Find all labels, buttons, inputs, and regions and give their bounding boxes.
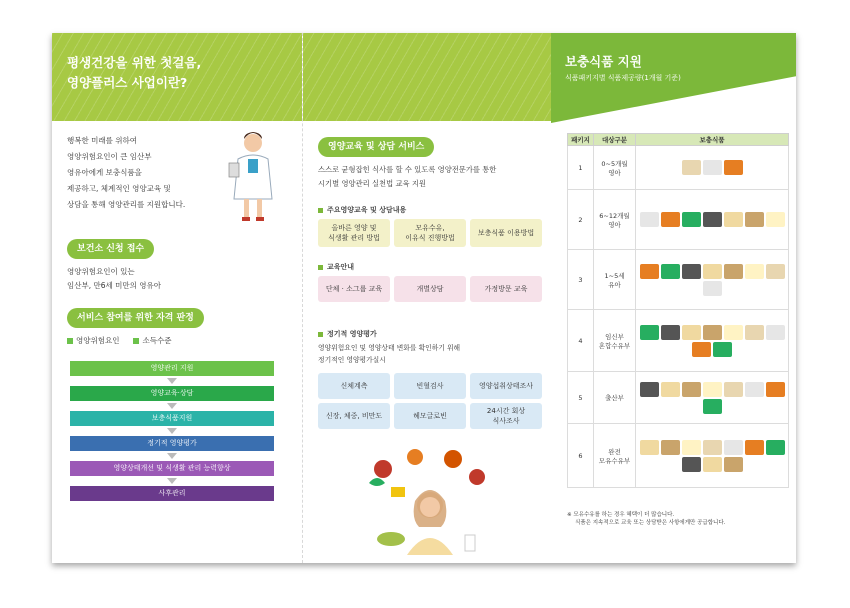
package-number: 5: [568, 372, 594, 424]
eval-label: 신장, 체중, 비만도: [325, 412, 383, 420]
package-number: 1: [568, 146, 594, 190]
target-group: 6~12개월 영아: [594, 190, 636, 250]
food-item-icon: [703, 399, 722, 414]
food-item-icon: [703, 325, 722, 340]
eval-item: [470, 403, 542, 429]
food-item-icon: [745, 264, 764, 279]
main-content-title: [318, 205, 406, 215]
edu-item: 개별상담: [394, 276, 466, 302]
supplement-title: 보충식품 지원: [565, 54, 642, 69]
column-header: 패키지: [568, 134, 594, 146]
education-intro: [318, 163, 496, 191]
down-arrow-icon: [167, 428, 177, 434]
edu-item: 가정방문 교육: [470, 276, 542, 302]
eval-item: [394, 403, 466, 429]
food-item-icon: [724, 212, 743, 227]
food-item-icon: [661, 440, 680, 455]
food-item-icon: [745, 440, 764, 455]
panel-supplement-food: [551, 33, 796, 563]
evaluation-text: [318, 342, 460, 366]
food-item-icon: [766, 212, 785, 227]
eval-line: 정기적인 영양평가실시: [318, 356, 386, 364]
food-items: [636, 310, 789, 372]
food-items: [636, 146, 789, 190]
flow-step: 정기적 영양평가: [70, 436, 274, 451]
apply-pill: 보건소 신청 접수: [67, 239, 154, 259]
target-group: 0~5개월 영아: [594, 146, 636, 190]
food-item-icon: [640, 440, 659, 455]
target-group: 임신부 혼합수유부: [594, 310, 636, 372]
food-item-icon: [682, 160, 701, 175]
content-item: [470, 219, 542, 247]
intro-line: 제공하고, 체계적인 영양교육 및: [67, 184, 171, 193]
column-header: 보충식품: [636, 134, 789, 146]
food-item-icon: [724, 325, 743, 340]
apply-text: [67, 265, 161, 293]
food-items: [636, 250, 789, 310]
down-arrow-icon: [167, 403, 177, 409]
package-table: [567, 133, 789, 488]
food-item-icon: [724, 160, 743, 175]
down-arrow-icon: [167, 378, 177, 384]
food-item-icon: [661, 264, 680, 279]
food-item-icon: [682, 382, 701, 397]
food-items: [636, 190, 789, 250]
footnote-line: ※ 모유수유를 하는 경우 혜택이 더 많습니다.: [567, 512, 675, 518]
intro-line: 시기별 영양관리 실천법 교육 지원: [318, 179, 426, 188]
food-item-icon: [682, 212, 701, 227]
food-item-icon: [745, 325, 764, 340]
content-label: 보충식품 이용방법: [477, 229, 535, 237]
food-item-icon: [640, 382, 659, 397]
eval-label: 헤모글로빈: [413, 412, 447, 420]
nutritionist-illustration: [224, 129, 282, 225]
footnote-line: 식품은 지속적으로 교육 또는 상담받은 사항에게만 공급합니다.: [575, 520, 726, 526]
target-group: 완전 모유수유부: [594, 424, 636, 488]
table-row: [568, 372, 789, 424]
legend-swatch: [67, 338, 73, 344]
flow-step: 사후관리: [70, 486, 274, 501]
food-item-icon: [724, 382, 743, 397]
panel1-title: [67, 53, 201, 93]
table-row: [568, 146, 789, 190]
eval-label: 빈혈검사: [416, 382, 444, 390]
package-number: 4: [568, 310, 594, 372]
food-item-icon: [724, 440, 743, 455]
food-item-icon: [766, 264, 785, 279]
down-arrow-icon: [167, 453, 177, 459]
content-item: [394, 219, 466, 247]
evaluation-grid: [318, 373, 542, 429]
food-item-icon: [661, 382, 680, 397]
table-row: [568, 190, 789, 250]
intro-line: 상담을 통해 영양관리를 지원합니다.: [67, 200, 186, 209]
legend-item: [133, 335, 171, 346]
food-item-icon: [682, 264, 701, 279]
package-number: 2: [568, 190, 594, 250]
education-pill: 영양교육 및 상담 서비스: [318, 137, 434, 157]
flow-step: 보충식품지원: [70, 411, 274, 426]
food-item-icon: [640, 264, 659, 279]
legend-label: 영양위험요인: [76, 336, 120, 345]
section-label: 교육안내: [327, 263, 355, 271]
food-item-icon: [766, 325, 785, 340]
food-item-icon: [766, 382, 785, 397]
edu-guide-title: [318, 262, 354, 272]
panel-program-intro: [52, 33, 302, 563]
table-header-row: [568, 134, 789, 146]
intro-line: 영양위험요인이 큰 임산부: [67, 152, 152, 161]
intro-line: 영유아에게 보충식품을: [67, 168, 142, 177]
process-flow: [70, 361, 274, 501]
flow-step: 영양교육·상담: [70, 386, 274, 401]
food-item-icon: [745, 382, 764, 397]
bullet-icon: [318, 208, 323, 213]
flow-step: 영양관리 지원: [70, 361, 274, 376]
food-item-icon: [745, 212, 764, 227]
food-item-icon: [766, 440, 785, 455]
content-label: 모유수유, 이유식 진행방법: [405, 224, 455, 242]
eligibility-pill: 서비스 참여를 위한 자격 판정: [67, 308, 204, 328]
intro-line: 행복한 미래를 위하여: [67, 136, 137, 145]
food-item-icon: [703, 457, 722, 472]
healthy-food-illustration: [355, 443, 505, 555]
section-label: 주요영양교육 및 상담내용: [327, 206, 407, 214]
eval-item: [318, 373, 390, 399]
eval-label: 신체계측: [340, 382, 368, 390]
content-item: [318, 219, 390, 247]
content-label: 올바른 영양 및 식생활 관리 방법: [328, 224, 380, 242]
table-row: [568, 424, 789, 488]
edu-guide-grid: [318, 276, 542, 302]
title-line-2: 영양플러스 사업이란?: [67, 75, 188, 90]
food-item-icon: [703, 281, 722, 296]
eval-item: [318, 403, 390, 429]
food-item-icon: [682, 325, 701, 340]
food-item-icon: [661, 212, 680, 227]
food-item-icon: [703, 160, 722, 175]
food-item-icon: [640, 325, 659, 340]
eval-line: 영양위험요인 및 영양상태 변화를 확인하기 위해: [318, 344, 461, 352]
food-item-icon: [703, 212, 722, 227]
food-item-icon: [703, 440, 722, 455]
food-item-icon: [724, 264, 743, 279]
bullet-icon: [318, 265, 323, 270]
brochure-sheet: [52, 33, 796, 563]
food-item-icon: [692, 342, 711, 357]
package-table-body: [568, 146, 789, 488]
panel-education: [302, 33, 551, 563]
intro-text: [67, 133, 185, 213]
eval-label: 영양섭취상태조사: [478, 382, 534, 390]
legend-swatch: [133, 338, 139, 344]
main-content-grid: [318, 219, 542, 247]
food-item-icon: [713, 342, 732, 357]
eligibility-legend: [67, 335, 171, 346]
eval-item: [470, 373, 542, 399]
food-items: [636, 372, 789, 424]
footnote: [567, 511, 725, 527]
food-item-icon: [682, 440, 701, 455]
table-row: [568, 250, 789, 310]
down-arrow-icon: [167, 478, 177, 484]
package-number: 3: [568, 250, 594, 310]
flow-step: 영양상태개선 및 식생활 관리 능력향상: [70, 461, 274, 476]
section-label: 정기적 영양평가: [327, 330, 377, 338]
title-line-1: 평생건강을 위한 첫걸음,: [67, 55, 202, 70]
edu-item: 단체 · 소그룹 교육: [318, 276, 390, 302]
food-item-icon: [640, 212, 659, 227]
intro-line: 스스로 균형잡힌 식사를 할 수 있도록 영양전문가를 통한: [318, 165, 497, 174]
legend-label: 소득수준: [142, 336, 172, 345]
food-item-icon: [703, 264, 722, 279]
food-item-icon: [661, 325, 680, 340]
eval-label: 24시간 회상 식사조사: [486, 407, 526, 425]
package-number: 6: [568, 424, 594, 488]
legend-item: [67, 335, 119, 346]
apply-line: 영양위험요인이 있는: [67, 267, 135, 276]
table-row: [568, 310, 789, 372]
food-item-icon: [682, 457, 701, 472]
food-items: [636, 424, 789, 488]
apply-line: 임산부, 만6세 미만의 영유아: [67, 281, 162, 290]
target-group: 출산부: [594, 372, 636, 424]
header-band: [303, 33, 551, 121]
evaluation-title: [318, 329, 377, 339]
eval-item: [394, 373, 466, 399]
column-header: 대상구분: [594, 134, 636, 146]
food-item-icon: [724, 457, 743, 472]
bullet-icon: [318, 332, 323, 337]
supplement-subtitle: 식품패키지별 식품제공량(1개월 기준): [565, 74, 681, 82]
food-item-icon: [703, 382, 722, 397]
target-group: 1~5세 유아: [594, 250, 636, 310]
